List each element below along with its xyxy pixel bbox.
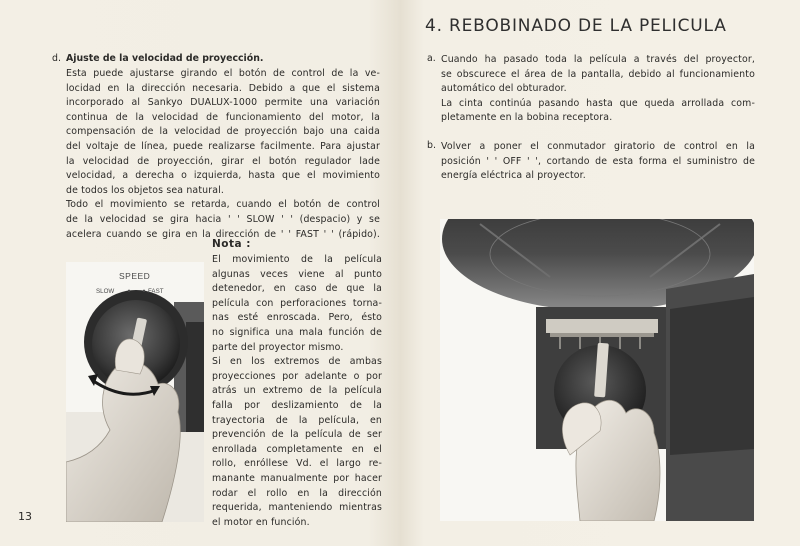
nota-line: atrás un extremo de la película [212, 385, 382, 397]
nota-line: algunas veces viene al punto [212, 268, 382, 280]
item-a-line: pletamente en la bobina receptora. [441, 112, 613, 124]
nota-line: proyecciones por adelante o por [212, 370, 382, 382]
item-d-body [66, 67, 380, 242]
item-d-line: incorporado al Sankyo DUALUX-1000 permite una variación [66, 97, 380, 109]
item-d-line: Todo el movimiento se retarda, cuando el botón de control [66, 199, 380, 211]
item-a-line: La cinta continúa pasando hasta que queda arrollada com- [441, 97, 755, 109]
item-b-line: energía eléctrica al proyector. [441, 170, 586, 182]
item-a-line: se obscurece el área de la pantalla, debido al funcionamiento [441, 68, 755, 80]
item-d-line: velocidad, a derecha o izquierda, hasta que el movimiento [66, 170, 380, 182]
nota-line: nas esté enroscada. Pero, ésto [212, 312, 382, 324]
nota-title: Nota : [212, 238, 251, 250]
item-d-line: compensación de la velocidad de proyección bajo una caida [66, 126, 380, 138]
nota-line: prevención de la película de ser [212, 429, 382, 441]
nota-line: rodar el rollo en la dirección [212, 487, 382, 499]
item-a-body [441, 53, 755, 126]
item-d-line: de la velocidad se gira hacia ' ' SLOW ' ' (despacio) y se [66, 213, 380, 225]
item-d-line: la velocidad de proyección, girar el botón regulador lade [66, 155, 380, 167]
nota-line: manante manualmente por hacer [212, 472, 382, 484]
item-d-line: continua de la velocidad de funcionamiento del motor, la [66, 111, 380, 123]
item-a-label: a. [427, 53, 436, 64]
item-b-line: posición ' ' OFF ' ', cortando de esta forma el suministro de [441, 155, 755, 167]
nota-line: enrollada completamente en el [212, 443, 382, 455]
item-b-body [441, 140, 755, 184]
item-d-line: del voltaje de línea, puede realizarse facilmente. Para ajustar [66, 140, 380, 152]
section-title: 4. REBOBINADO DE LA PELICULA [425, 16, 727, 36]
item-b-line: Volver a poner el conmutador giratorio de control en la [441, 141, 755, 152]
item-a-line: Cuando ha pasado toda la película a través del proyector, [441, 54, 755, 65]
nota-line: trayectoria de la película, en [212, 414, 382, 426]
nota-line: requerida, manteniendo mientras [212, 502, 382, 514]
fast-label: FAST [148, 288, 164, 295]
nota-line: Si en los extremos de ambas [212, 356, 382, 368]
nota-line: El movimiento de la película [212, 254, 382, 265]
nota-line: el motor en función. [212, 516, 310, 528]
speed-knob-photo [66, 262, 204, 522]
item-d-label: d. [52, 53, 61, 64]
item-a-line: automático del obturador. [441, 83, 567, 95]
control-switch-photo [440, 219, 754, 521]
nota-line: película con perforaciones torna- [212, 297, 382, 309]
nota-line: detenedor, en caso de que la [212, 283, 382, 295]
item-d-line: locidad en la dirección necesaria. Debido a que el sistema [66, 82, 380, 94]
speed-label: SPEED [119, 271, 151, 281]
nota-line: rollo, enróllese Vd. el largo re- [212, 458, 382, 470]
page-number: 13 [18, 510, 32, 523]
item-d-line: acelera cuando se gira en la dirección de ' ' FAST ' ' (rápido). [66, 228, 380, 240]
item-d-line: de todos los objetos sea natural. [66, 184, 225, 196]
nota-line: falla por deslizamiento de la [212, 399, 382, 411]
item-d-heading: Ajuste de la velocidad de proyección. [66, 53, 264, 64]
item-d-line: Esta puede ajustarse girando el botón de control de la ve- [66, 68, 380, 79]
nota-line: parte del proyector mismo. [212, 341, 344, 353]
nota-line: no significa una mala función de [212, 326, 382, 338]
slow-label: SLOW [96, 288, 115, 295]
nota-body [212, 253, 382, 530]
item-b-label: b. [427, 140, 436, 151]
